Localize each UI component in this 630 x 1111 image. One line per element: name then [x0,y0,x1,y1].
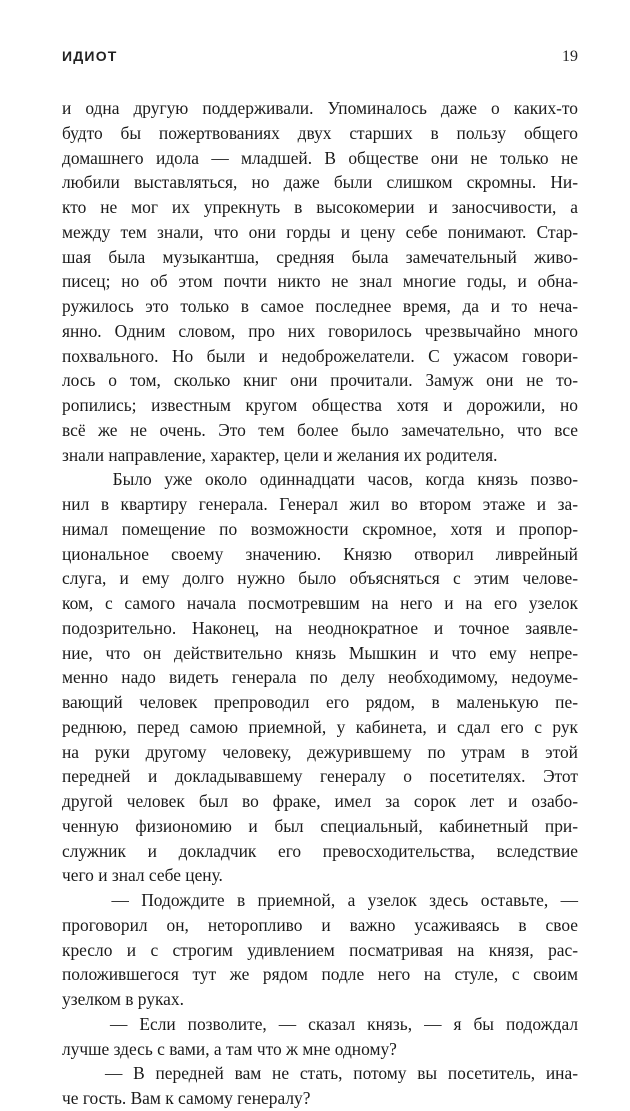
text-line: любили выставляться, но даже были слишком скромны. Ни- [62,172,578,193]
text-line: нимал помещение по возможности скромное, хотя и пропор- [62,518,578,539]
text-line: нил в квартиру генерала. Генерал жил во втором этаже и за- [62,494,578,514]
text-line: знали направление, характер, цели и желания их родителя. [62,444,498,465]
text-line: писец; но об этом почти никто не знал многие годы, и обна- [62,271,578,292]
text-line: другой человек был во фраке, имел за сорок лет и озабо- [62,791,578,811]
running-head [62,48,578,68]
text-line: подозрительно. Наконец, на неоднократное и точное заявле- [62,617,578,638]
text-line: кресло и с строгим удивлением посматривая на князя, рас- [62,939,578,960]
text-line: ружилось это только в самое последнее время, да и то нечa- [62,296,578,316]
text-line: кто не мог их упрекнуть в высокомерии и заносчивости, а [62,197,578,217]
text-line: — Подождите в приемной, а узелок здесь оставьте, — [62,890,578,910]
text-line: между тем знали, что они горды и цену себе понимают. Стар- [62,221,578,242]
text-line: будто бы пожертвованиях двух старших в пользу общего [62,122,578,143]
text-line: чего и знал себе цену. [62,865,223,886]
text-line: вающий человек препроводил его рядом, в маленькую пе- [62,692,578,712]
text-line: слуга, и ему долго нужно было объясняться с этим челове- [62,568,578,589]
text-line: похвального. Но были и недоброжелатели. С ужасом говори- [62,345,578,366]
text-line: — В передней вам не стать, потому вы посетитель, ина- [62,1063,578,1084]
text-line: шая была музыкантша, средняя была замечательный живо- [62,246,578,267]
text-line: передней и докладывавшему генералу о посетителях. Этот [62,766,578,787]
text-line: лось о том, сколько книг они прочитали. Замуж они не то- [62,370,578,391]
text-line: Было уже около одиннадцати часов, когда князь позво- [62,469,578,490]
text-line: янно. Одним словом, про них говорилось чрезвычайно много [62,320,578,341]
page-number: 19 [562,48,578,65]
text-line: реднюю, перед самою приемной, у кабинета, и сдал его с рук [62,716,578,737]
text-line: узелком в руках. [62,989,184,1009]
text-line: ком, с самого начала посмотревшим на него и на его узелок [62,593,578,613]
text-line: ропились; известным кругом общества хотя и дорожили, но [62,395,578,415]
text-line: лучше здесь с вами, а там что ж мне одному? [62,1038,397,1059]
text-line: че гость. Вам к самому генералу? [62,1088,311,1108]
text-line: и одна другую поддерживали. Упоминалось даже о каких-то [62,98,578,118]
text-line: на руки другому человеку, дежурившему по утрам в этой [62,741,578,762]
text-line: положившегося тут же рядом подле него на стуле, с своим [62,964,578,985]
text-line: служник и докладчик его превосходительства, вследствие [62,840,578,861]
text-line: менно надо видеть генерала по делу необходимому, недоуме- [62,667,578,688]
body-text [62,96,578,1111]
text-line: ченную физиономию и был специальный, кабинетный при- [62,815,578,836]
text-line: проговорил он, неторопливо и важно усаживаясь в свое [62,914,578,935]
text-line: всё же не очень. Это тем более было замечательно, что все [62,419,578,440]
running-title: ИДИОТ [62,48,118,64]
text-line: ние, что он действительно князь Мышкин и что ему непре- [62,642,578,663]
text-line: домашнего идола — младшей. В обществе они не только не [62,147,578,168]
text-line: циональное своему значению. Князю отворил ливрейный [62,543,578,564]
text-line: — Если позволите, — сказал князь, — я бы подождал [62,1013,578,1034]
